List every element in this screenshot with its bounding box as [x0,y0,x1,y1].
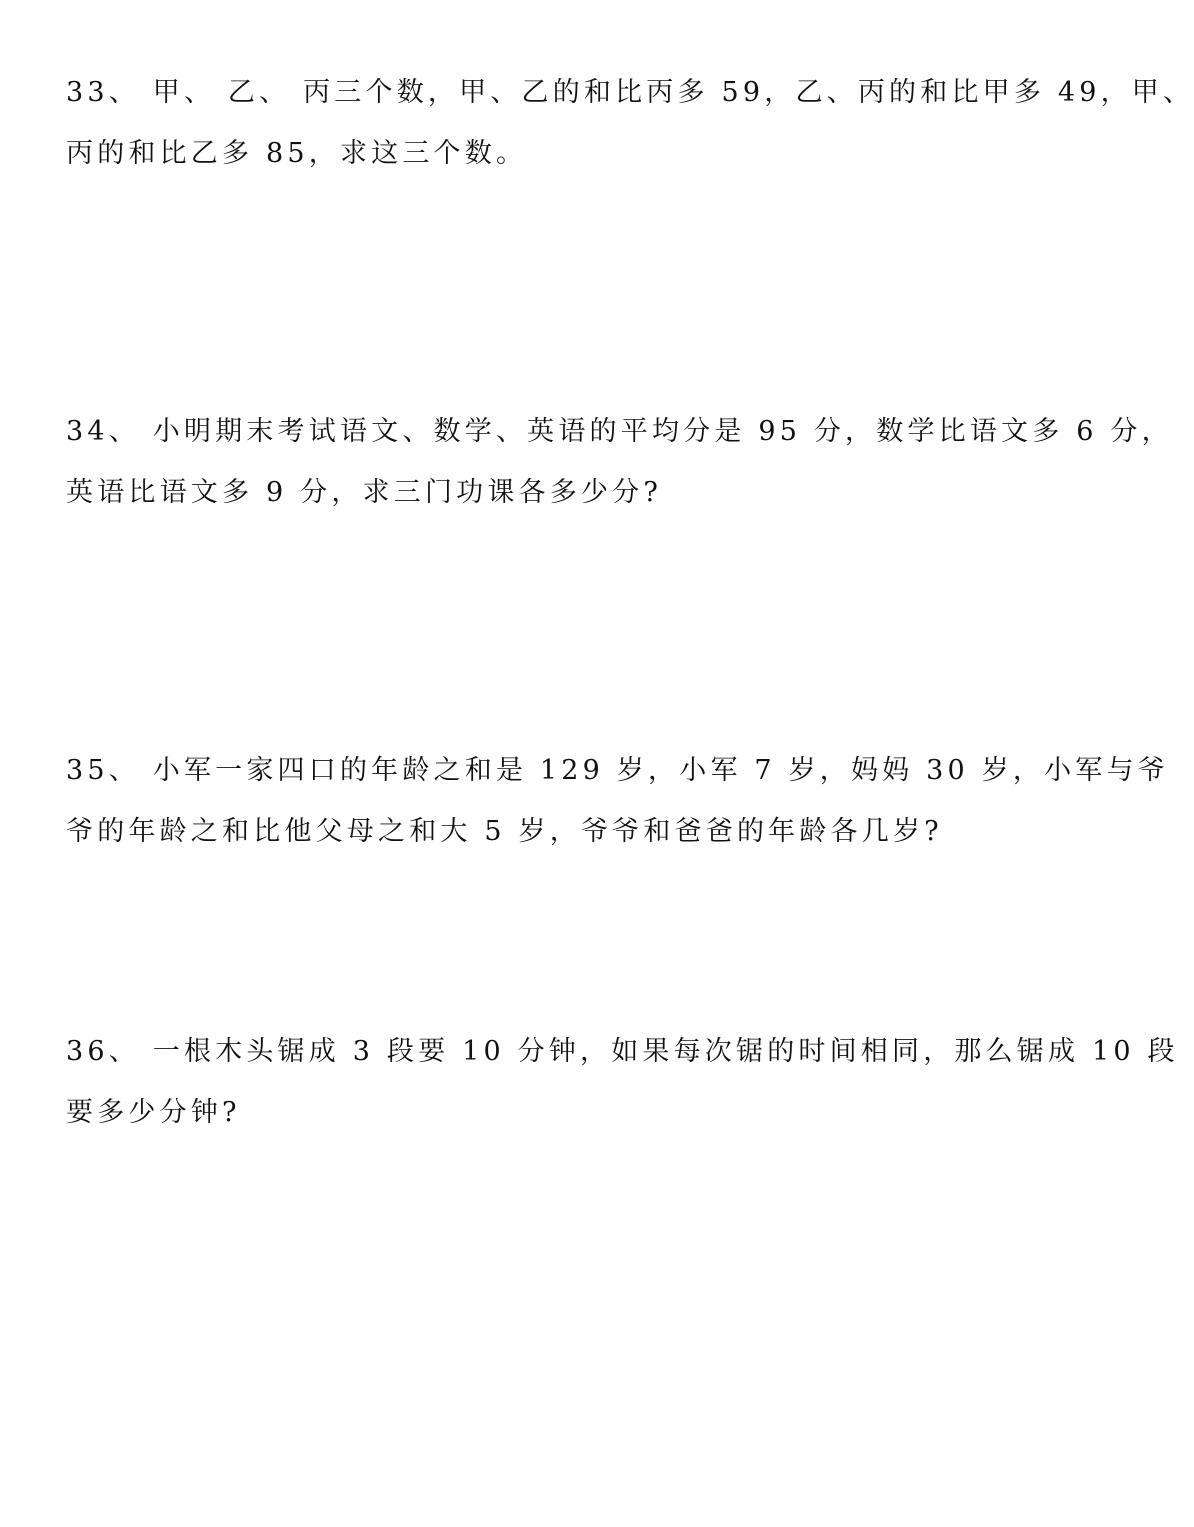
problem-34-line-2: 英语比语文多 9 分，求三门功课各多少分? [66,477,663,508]
problem-33-line-2: 丙的和比乙多 85，求这三个数。 [66,138,528,169]
problem-33-line-1: 33、 甲、 乙、 丙三个数，甲、乙的和比丙多 59，乙、丙的和比甲多 49，甲、 [66,77,1194,108]
problem-35 [66,740,1169,862]
problem-36 [66,1021,1179,1143]
problem-34-line-1: 34、 小明期末考试语文、数学、英语的平均分是 95 分，数学比语文多 6 分， [66,416,1173,447]
problem-35-line-2: 爷的年龄之和比他父母之和大 5 岁，爷爷和爸爸的年龄各几岁? [66,816,943,847]
problem-33 [66,62,1194,184]
problem-34 [66,401,1173,523]
problem-35-line-1: 35、 小军一家四口的年龄之和是 129 岁，小军 7 岁，妈妈 30 岁，小军与爷 [66,755,1169,786]
problem-36-line-2: 要多少分钟? [66,1097,241,1128]
problem-36-line-1: 36、 一根木头锯成 3 段要 10 分钟，如果每次锯的时间相同，那么锯成 10 段 [66,1036,1179,1067]
